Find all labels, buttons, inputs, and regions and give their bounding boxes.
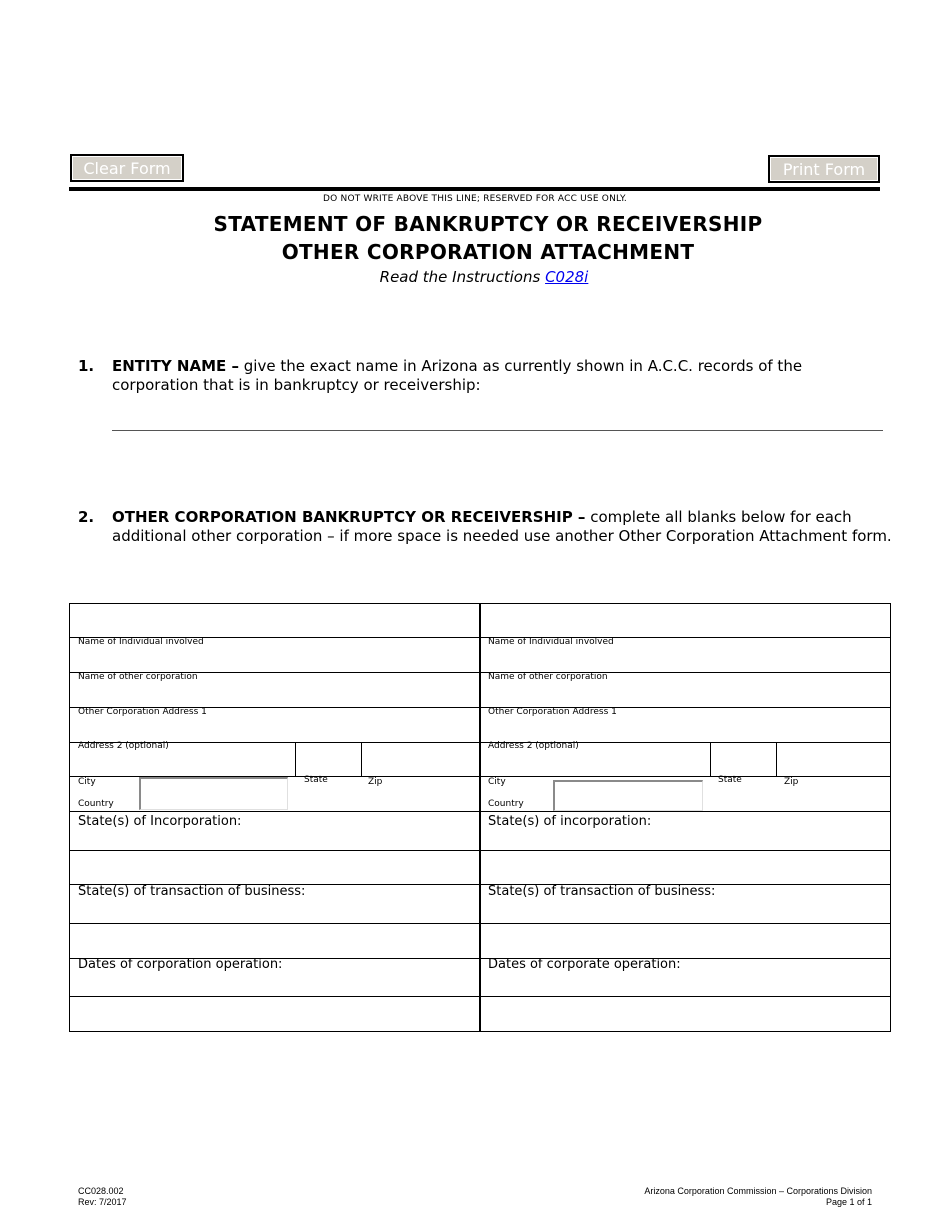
row-line: [69, 742, 891, 743]
right-zip-label: Zip: [784, 777, 799, 787]
right-individual-label: Name of Individual involved: [488, 637, 614, 647]
left-state-label: State: [304, 775, 328, 785]
footer-right: [560, 1186, 872, 1208]
left-transaction-input[interactable]: [71, 925, 477, 957]
left-zip-label: Zip: [368, 777, 383, 787]
right-state-label: State: [718, 775, 742, 785]
item-2-heading: OTHER CORPORATION BANKRUPTCY OR RECEIVERSHIP –: [112, 508, 586, 526]
right-country-dropdown[interactable]: [553, 780, 703, 811]
right-top-input[interactable]: [483, 605, 889, 636]
right-city-label: City: [488, 777, 506, 787]
item-2-body: complete all blanks below for each additional other corporation – if more space is needed use another Other Corporation Attachment form.: [112, 508, 892, 545]
right-transaction-input[interactable]: [483, 925, 889, 957]
right-transaction-label: State(s) of transaction of business:: [488, 884, 716, 899]
header-rule: [69, 187, 880, 191]
form-revision: Rev: 7/2017: [78, 1197, 127, 1207]
form-code: CC028.002: [78, 1186, 124, 1196]
right-dates-label: Dates of corporate operation:: [488, 957, 681, 972]
right-incorporation-input[interactable]: [483, 852, 889, 883]
item-1-body: give the exact name in Arizona as currently shown in A.C.C. records of the corporation that is in bankruptcy or receivership:: [112, 357, 803, 394]
row-line: [69, 811, 891, 812]
item-2: [0, 508, 950, 568]
item-1-number: 1.: [78, 357, 95, 375]
left-individual-label: Name of Individual involved: [78, 637, 204, 647]
cell-divider: [776, 742, 777, 776]
column-divider: [479, 603, 481, 1032]
left-top-input[interactable]: [71, 605, 477, 636]
instructions-link[interactable]: C028i: [545, 268, 589, 286]
item-2-text: [112, 508, 897, 546]
entity-name-underline: [112, 430, 883, 431]
right-incorporation-label: State(s) of incorporation:: [488, 814, 652, 829]
left-transaction-label: State(s) of transaction of business:: [78, 884, 306, 899]
cell-divider: [361, 742, 362, 776]
row-line: [69, 923, 891, 924]
entity-name-input[interactable]: [112, 410, 883, 430]
right-address1-label: Other Corporation Address 1: [488, 707, 617, 717]
agency-name: Arizona Corporation Commission – Corporations Division: [644, 1186, 872, 1196]
clear-form-button[interactable]: Clear Form: [70, 154, 184, 182]
left-incorporation-label: State(s) of Incorporation:: [78, 814, 242, 829]
form-title-line2: OTHER CORPORATION ATTACHMENT: [281, 240, 695, 264]
left-country-label: Country: [78, 799, 114, 809]
page-number: Page 1 of 1: [825, 1197, 872, 1207]
print-form-button[interactable]: Print Form: [768, 155, 880, 183]
row-line: [69, 850, 891, 851]
item-2-number: 2.: [78, 508, 95, 526]
form-title-line1: STATEMENT OF BANKRUPTCY OR RECEIVERSHIP: [213, 212, 763, 236]
left-address2-label: Address 2 (optional): [78, 741, 169, 751]
cell-divider: [295, 742, 296, 776]
instructions-line: [0, 268, 950, 286]
left-country-dropdown[interactable]: [139, 777, 288, 810]
right-address2-label: Address 2 (optional): [488, 741, 579, 751]
footer-left: [78, 1186, 127, 1208]
item-1: [0, 357, 950, 397]
left-city-label: City: [78, 777, 96, 787]
left-dates-input[interactable]: [71, 998, 477, 1030]
item-1-heading: ENTITY NAME –: [112, 357, 239, 375]
left-address1-label: Other Corporation Address 1: [78, 707, 207, 717]
right-dates-input[interactable]: [483, 998, 889, 1030]
right-other-corp-label: Name of other corporation: [488, 672, 608, 682]
left-other-corp-label: Name of other corporation: [78, 672, 198, 682]
cell-divider: [710, 742, 711, 776]
left-dates-label: Dates of corporation operation:: [78, 957, 283, 972]
instructions-prefix: Read the Instructions: [379, 268, 541, 286]
reserved-note: DO NOT WRITE ABOVE THIS LINE; RESERVED FOR ACC USE ONLY.: [323, 194, 627, 204]
row-line: [69, 996, 891, 997]
right-country-label: Country: [488, 799, 524, 809]
item-1-text: [112, 357, 872, 395]
left-incorporation-input[interactable]: [71, 852, 477, 883]
